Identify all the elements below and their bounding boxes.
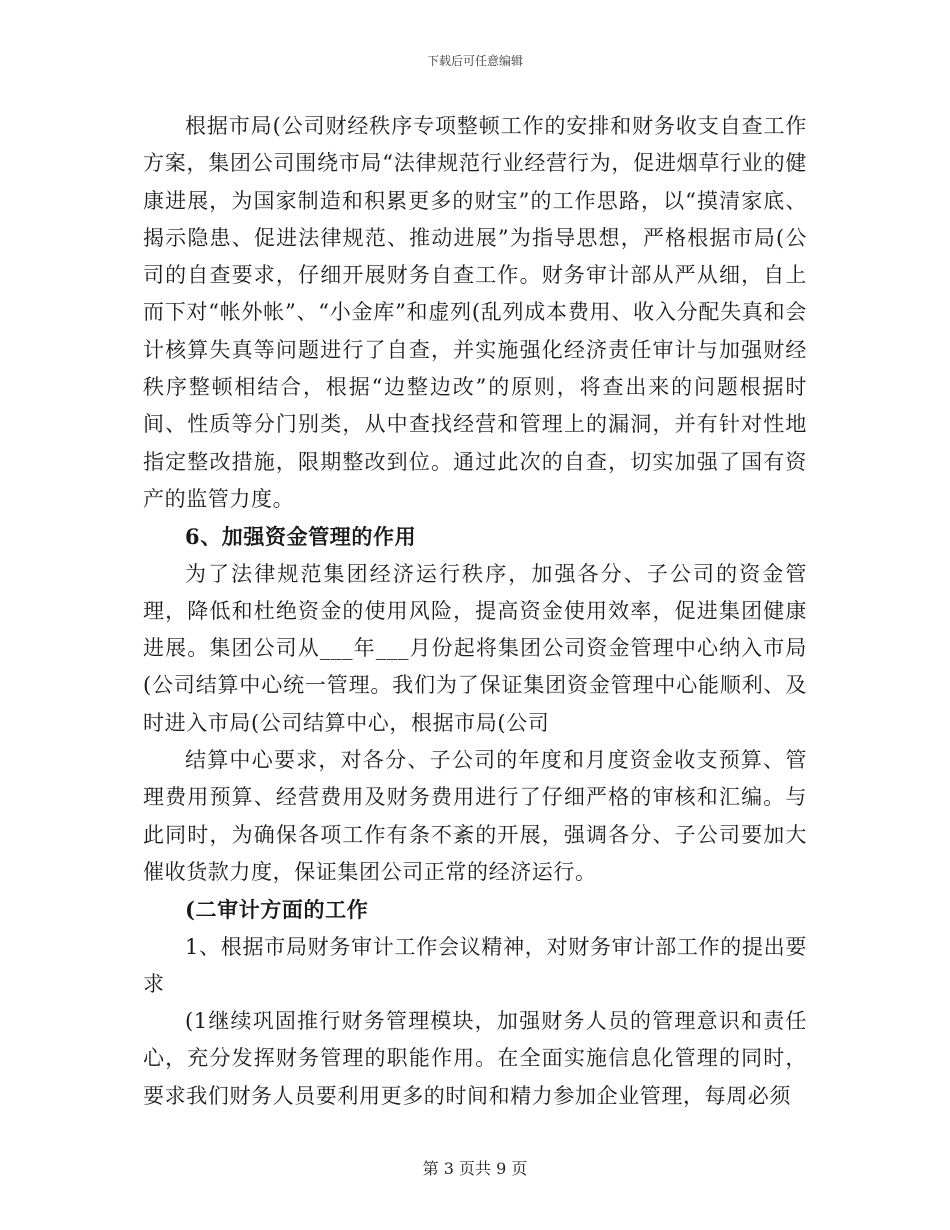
paragraph-audit-meeting: 1、根据市局财务审计工作会议精神，对财务审计部工作的提出要求 (143, 934, 807, 996)
document-body (143, 108, 807, 1115)
paragraph-self-inspection: 根据市局(公司财经秩序专项整顿工作的安排和财务收支自查工作方案，集团公司围绕市局“法律规范行业经营行为，促进烟草行业的健康进展，为国家制造和积累更多的财宝”的工作思路，以“摸清家底、揭示隐患、促进法律规范、推动进展”为指导思想，严格根据市局(公司的自查要求，仔细开展财务自查工作。财务审计部从严从细，自上而下对“帐外帐”、“小金库”和虚列(乱列成本费用、收入分配失真和会计核算失真等问题进行了自查，并实施强化经济责任审计与加强财经秩序整顿相结合，根据“边整边改”的原则，将查出来的问题根据时间、性质等分门别类，从中查找经营和管理上的漏洞，并有针对性地指定整改措施，限期整改到位。通过此次的自查，切实加强了国有资产的监管力度。 (143, 114, 807, 511)
section-heading-audit-work: (二审计方面的工作 (185, 897, 369, 923)
paragraph-financial-module: (1继续巩固推行财务管理模块，加强财务人员的管理意识和责任心，充分发挥财务管理的职能作用。在全面实施信息化管理的同时，要求我们财务人员要利用更多的时间和精力参加企业管理，每周必须 (143, 1009, 807, 1108)
paragraph-fund-management: 为了法律规范集团经济运行秩序，加强各分、子公司的资金管理，降低和杜绝资金的使用风险，提高资金使用效率，促进集团健康进展。集团公司从___年___月份起将集团公司资金管理中心纳入市局(公司结算中心统一管理。我们为了保证集团资金管理中心能顺利、及时进入市局(公司结算中心，根据市局(公司 (143, 561, 807, 735)
page-header: 下载后可任意编辑 (426, 54, 523, 68)
section-heading-fund-management: 6、加强资金管理的作用 (185, 524, 417, 550)
paragraph-settlement-center: 结算中心要求，对各分、子公司的年度和月度资金收支预算、管理费用预算、经营费用及财务费用进行了仔细严格的审核和汇编。与此同时，为确保各项工作有条不紊的开展，强调各分、子公司要加大催收货款力度，保证集团公司正常的经济运行。 (143, 748, 807, 884)
page-footer: 第 3 页共 9 页 (422, 1159, 528, 1178)
